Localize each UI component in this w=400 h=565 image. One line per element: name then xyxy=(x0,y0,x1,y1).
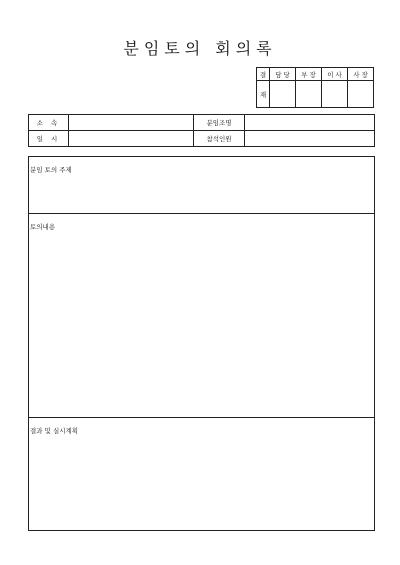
topic-section[interactable] xyxy=(28,156,375,214)
approval-table xyxy=(256,67,374,108)
topic-label: 분임 토의 주제 xyxy=(30,166,72,174)
datetime-field[interactable] xyxy=(69,131,194,147)
approval-sign-3[interactable] xyxy=(322,81,348,108)
approval-role-4: 사 장 xyxy=(348,68,374,81)
affiliation-label: 소 속 xyxy=(29,115,69,131)
approval-side-label-bottom: 재 xyxy=(257,81,270,108)
group-name-field[interactable] xyxy=(245,115,375,131)
page-title: 분임토의 회의록 xyxy=(123,39,277,58)
content-section[interactable] xyxy=(28,213,375,418)
info-table xyxy=(28,114,375,147)
approval-role-1: 담 당 xyxy=(270,68,296,81)
approval-role-3: 이 사 xyxy=(322,68,348,81)
approval-sign-2[interactable] xyxy=(296,81,322,108)
attendees-field[interactable] xyxy=(245,131,375,147)
approval-role-2: 부 장 xyxy=(296,68,322,81)
result-section[interactable] xyxy=(28,417,375,531)
result-label: 결과 및 실시계획 xyxy=(30,427,79,435)
affiliation-field[interactable] xyxy=(69,115,194,131)
datetime-label: 일 시 xyxy=(29,131,69,147)
group-name-label: 분임조명 xyxy=(194,115,245,131)
attendees-label: 참석인원 xyxy=(194,131,245,147)
approval-sign-4[interactable] xyxy=(348,81,374,108)
content-label: 토의내용 xyxy=(30,223,56,231)
approval-side-label-top: 결 xyxy=(257,68,270,81)
approval-sign-1[interactable] xyxy=(270,81,296,108)
